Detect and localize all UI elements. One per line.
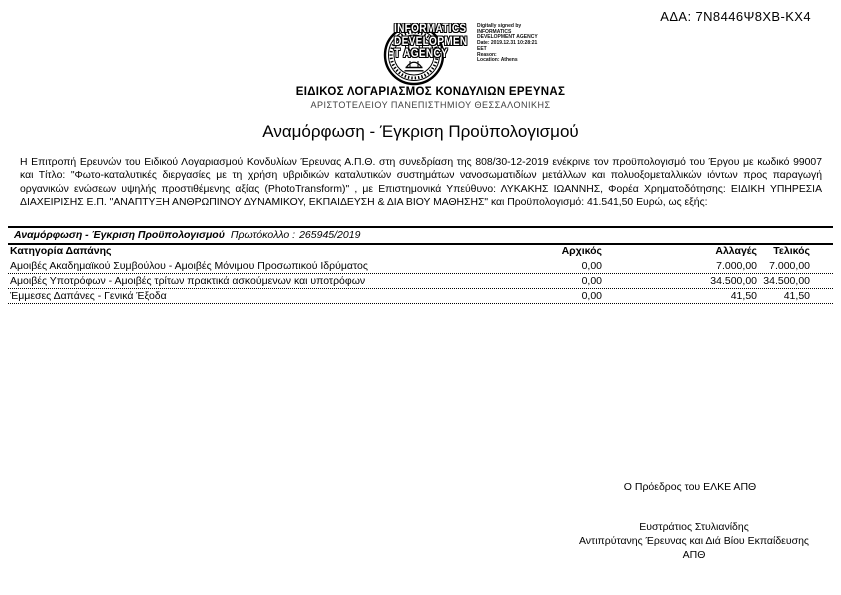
column-header-changes: Αλλαγές: [715, 245, 757, 257]
column-header-final: Τελικός: [773, 245, 810, 257]
cell-category: Αμοιβές Υποτρόφων - Αμοιβές τρίτων πρακτικά ασκούμενων και υποτρόφων: [10, 275, 366, 287]
cell-changes: 41,50: [730, 290, 757, 302]
cell-initial: 0,00: [581, 290, 602, 302]
table-row: [8, 289, 833, 304]
signer-name: Ευστράτιος Στυλιανίδης: [639, 521, 749, 533]
organization-name: ΕΙΔΙΚΟΣ ΛΟΓΑΡΙΑΣΜΟΣ ΚΟΝΔΥΛΙΩΝ ΕΡΕΥΝΑΣ: [295, 86, 566, 98]
protocol-label: Πρωτόκολλο :: [230, 229, 296, 241]
table-row: [8, 259, 833, 274]
stamp-detail-line: Digitally signed by: [477, 23, 522, 29]
document-body: Η Επιτροπή Ερευνών του Ειδικού Λογαριασμού Κονδυλίων Έρευνας Α.Π.Θ. στη συνεδρίαση της 808/30-12-2019 ενέκρινε τον προϋπολογισμό του Έργου με κωδικό 99007 και Τίτλο: "Φωτο-καταλυτικές διεργασίες με τη χρήση υβριδικών καταλυτικών συστημάτων νανοσωματιδίων μετάλλων και πολυοξομεταλλικών ιόντων προς παραγωγή οργανικών ενώσεων υψηλής προστιθέμενης αξίας (PhotoTransform)" , με Επιστημονικά Υπεύθυνο: ΛΥΚΑΚΗΣ ΙΩΑΝΝΗΣ, Φορέα Χρηματοδότησης: ΕΙΔΙΚΗ ΥΠΗΡΕΣΙΑ ΔΙΑΧΕΙΡΙΣΗΣ Ε.Π. "ΑΝΑΠΤΥΞΗ ΑΝΘΡΩΠΙΝΟΥ ΔΥΝΑΜΙΚΟΥ, ΕΚΠΑΙΔΕΥΣΗ & ΔΙΑ ΒΙΟΥ ΜΑΘΗΣΗΣ" και Προϋπολογισμό: 41.541,50 Ευρώ, ως εξής:: [20, 157, 822, 208]
stamp-detail-line: Reason:: [477, 51, 497, 58]
signer-title: Αντιπρύτανης Έρευνας και Διά Βίου Εκπαίδευσης: [578, 535, 809, 547]
signer-org: ΑΠΘ: [682, 549, 706, 561]
table-header-row: [8, 243, 833, 259]
cell-category: Αμοιβές Ακαδημαϊκού Συμβούλου - Αμοιβές Μόνιμου Προσωπικού Ιδρύματος: [10, 260, 368, 272]
ada-code: ΑΔΑ: 7Ν8446Ψ8ΧΒ-ΚΧ4: [660, 9, 811, 24]
cell-initial: 0,00: [581, 275, 602, 287]
page-title: Αναμόρφωση - Έγκριση Προϋπολογισμού: [262, 122, 579, 141]
university-name: ΑΡΙΣΤΟΤΕΛΕΙΟΥ ΠΑΝΕΠΙΣΤΗΜΙΟΥ ΘΕΣΣΑΛΟΝΙΚΗΣ: [310, 100, 551, 110]
cell-final: 34.500,00: [763, 275, 810, 287]
stamp-agency-line: DEVELOPMEN: [394, 35, 468, 48]
cell-final: 41,50: [783, 290, 810, 302]
budget-table: [8, 243, 833, 304]
column-header-category: Κατηγορία Δαπάνης: [10, 245, 112, 257]
stamp-detail-line: DEVELOPMENT AGENCY: [477, 34, 538, 41]
stamp-detail-line: INFORMATICS: [477, 28, 512, 35]
stamp-detail-line: Date: 2019.12.31 10:28:21: [477, 40, 538, 47]
stamp-detail-line: EET: [477, 45, 487, 52]
signer-role: Ο Πρόεδρος του ΕΛΚΕ ΑΠΘ: [623, 481, 757, 493]
cell-changes: 7.000,00: [716, 260, 757, 272]
cell-initial: 0,00: [581, 260, 602, 272]
cell-changes: 34.500,00: [710, 275, 757, 287]
stamp-agency-line: T AGENCY: [394, 48, 449, 61]
section-bar-title: Αναμόρφωση - Έγκριση Προϋπολογισμού: [14, 229, 225, 241]
protocol-number: 265945/2019: [299, 229, 361, 241]
column-header-initial: Αρχικός: [561, 245, 602, 257]
digital-signature-stamp-details: [477, 24, 538, 64]
cell-final: 7.000,00: [769, 260, 810, 272]
table-row: [8, 274, 833, 289]
stamp-detail-line: Location: Athens: [477, 57, 518, 64]
stamp-agency-line: INFORMATICS: [394, 23, 467, 35]
cell-category: Έμμεσες Δαπάνες - Γενικά Έξοδα: [10, 290, 167, 302]
signature-block: [544, 520, 841, 562]
